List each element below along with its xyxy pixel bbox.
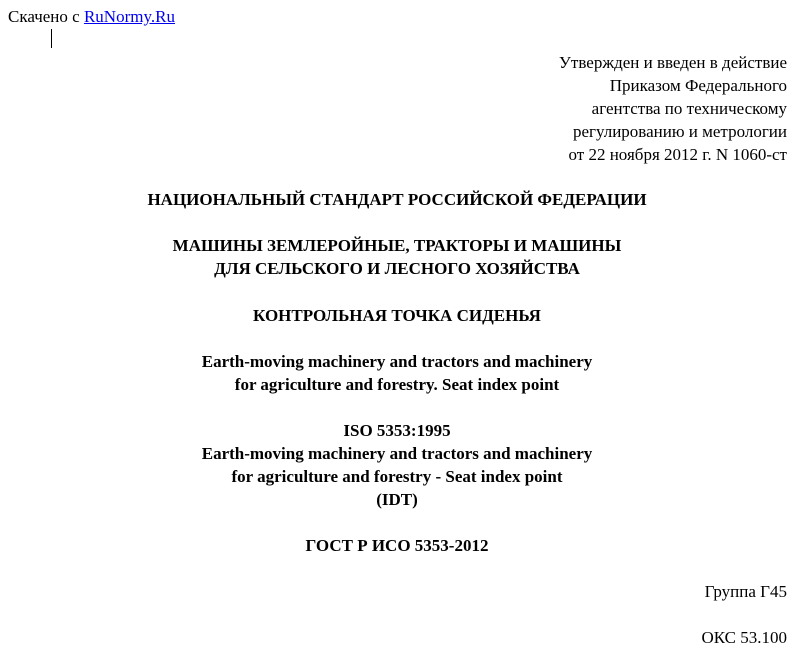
gost-code: ГОСТ Р ИСО 5353-2012 — [305, 536, 489, 555]
iso-block — [0, 419, 794, 511]
approval-line: Утвержден и введен в действие — [558, 53, 787, 72]
standard-type-heading — [0, 188, 794, 211]
approval-line: от 22 ноября 2012 г. N 1060-ст — [568, 145, 787, 164]
title-ru-line: ДЛЯ СЕЛЬСКОГО И ЛЕСНОГО ХОЗЯЙСТВА — [214, 259, 580, 278]
source-prefix: Скачено с — [8, 7, 80, 26]
title-ru-line: МАШИНЫ ЗЕМЛЕРОЙНЫЕ, ТРАКТОРЫ И МАШИНЫ — [172, 236, 622, 255]
gost-block — [0, 534, 794, 557]
approval-line: агентства по техническому — [591, 99, 787, 118]
iso-title-line: Earth-moving machinery and tractors and machinery — [201, 444, 593, 463]
title-en-block — [0, 350, 794, 396]
standard-type: НАЦИОНАЛЬНЫЙ СТАНДАРТ РОССИЙСКОЙ ФЕДЕРАЦИИ — [147, 190, 647, 209]
approval-block — [559, 51, 787, 166]
subtitle-ru: КОНТРОЛЬНАЯ ТОЧКА СИДЕНЬЯ — [253, 306, 541, 325]
oks-label: ОКС 53.100 — [701, 628, 787, 647]
source-line — [8, 5, 175, 28]
iso-idt: (IDT) — [376, 490, 418, 509]
iso-code: ISO 5353:1995 — [343, 421, 451, 440]
iso-title-line: for agriculture and forestry - Seat index point — [231, 467, 563, 486]
subtitle-ru-block — [0, 304, 794, 327]
approval-line: регулированию и метрологии — [572, 122, 787, 141]
group-label: Группа Г45 — [704, 582, 787, 601]
title-en-line: for agriculture and forestry. Seat index point — [234, 375, 560, 394]
title-en-line: Earth-moving machinery and tractors and machinery — [201, 352, 593, 371]
title-ru-block — [0, 234, 794, 280]
source-link[interactable]: RuNormy.Ru — [83, 7, 175, 26]
text-cursor — [51, 29, 52, 48]
approval-line: Приказом Федерального — [609, 76, 787, 95]
